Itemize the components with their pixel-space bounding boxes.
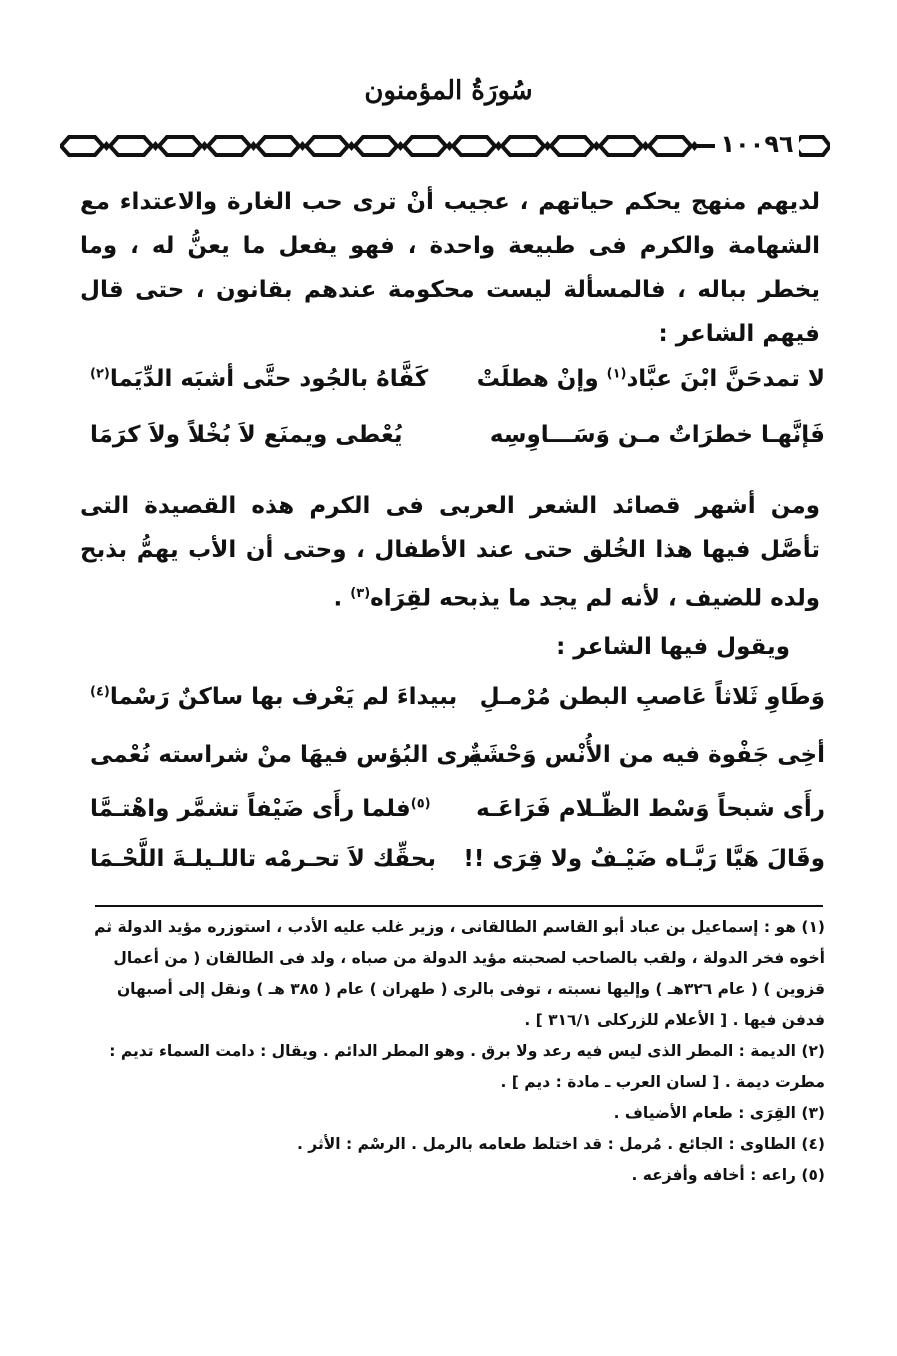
verse-second-hemistich: يُعْطى ويمنَع لاَ بُخْلاً ولاَ كرَمَا xyxy=(90,422,403,448)
footnote-mark: (١) xyxy=(606,366,627,382)
verse-first-hemistich: فَإنَّهـا خطرَاتٌ مـن وَسَـــاوِسِه xyxy=(489,422,825,448)
page-number: ١٠٠٩٦ xyxy=(715,130,799,158)
verse-first-hemistich: رأَى شبحاً وَسْط الظّـلام فَرَاعَـه xyxy=(476,796,825,822)
poem-lead: ويقول فيها الشاعر : xyxy=(556,633,790,660)
verse-line xyxy=(80,790,825,838)
ornament-link xyxy=(404,137,446,155)
footnotes xyxy=(85,912,825,1191)
verse-second-hemistich: كَفَّاهُ بالجُود حتَّى أشبَه الدِّيَما$^{(٢)}$ xyxy=(90,366,429,392)
intro-paragraph-block xyxy=(80,180,820,356)
verse-second-hemistich: بحقِّك لاَ تحـرمْه تاللـيلـةَ اللَّحْـمَا xyxy=(90,846,437,872)
ornament-link xyxy=(61,137,103,155)
middle-paragraph-block xyxy=(80,484,820,669)
ornament-link xyxy=(257,137,299,155)
ornament-link xyxy=(159,137,201,155)
verse-line xyxy=(80,416,825,464)
verse-first-hemistich: وَطَاوِ ثَلاثاً عَاصبِ البطن مُرْمـلِ xyxy=(479,684,825,710)
footnote-divider xyxy=(95,905,823,907)
ornament-link xyxy=(110,137,152,155)
middle-paragraph: ومن أشهر قصائد الشعر العربى فى الكرم هذه القصيدة التى تأصَّل فيها هذا الخُلق حتى عند الأطفال ، وحتى أن الأب يهمُّ بذبح ولده للضيف ، لأنه لم يجد ما يذبحه لقِرَاه$^{(٣)}$ . xyxy=(80,493,820,612)
intro-paragraph: لديهم منهج يحكم حياتهم ، عجيب أنْ ترى حب الغارة والاعتداء مع الشهامة والكرم فى طبيعة واحدة ، فهو يفعل ما يعنُّ له ، وما يخطر بباله ، فالمسألة ليست محكومة عندهم بقانون ، حتى قال فيهم الشاعر : xyxy=(80,189,820,347)
verse-first-hemistich: أخِى جَفْوة فيه من الأُنْس وَحْشَةٌ xyxy=(468,742,825,768)
verse-second-hemistich: ببيداءَ لم يَعْرف بها ساكنٌ رَسْما$^{(٤)}$ xyxy=(90,684,458,710)
verse-first-hemistich: لا تمدحَنَّ ابْنَ عبَّاد$^{(١)}$ وإنْ هطلَتْ xyxy=(476,366,825,392)
ornament-link xyxy=(306,137,348,155)
footnote: (٤) الطاوى : الجائع . مُرمل : قد اختلط طعامه بالرمل . الرسْم : الأثر . xyxy=(297,1135,825,1153)
verse-first-hemistich: وقَالَ هَيَّا رَبَّـاه ضَيْـفٌ ولا قِرَى !! xyxy=(463,846,825,872)
footnote-mark: (٥) xyxy=(410,796,431,812)
verse-line xyxy=(80,360,825,408)
ornament-dot xyxy=(691,141,699,151)
ornament-link xyxy=(600,137,642,155)
verse-second-hemistich: يرى البُؤس فيهَا منْ شراسته نُعْمى xyxy=(90,742,481,768)
verse-line xyxy=(80,736,825,784)
footnote: (٢) الديمة : المطر الذى ليس فيه رعد ولا برق . وهو المطر الدائم . ويقال : دامت السماء تديم : مطرت ديمة . [ لسان العرب ـ مادة : ديم ] . xyxy=(109,1042,825,1091)
ornament-link xyxy=(502,137,544,155)
ornament-link xyxy=(355,137,397,155)
footnote: (١) هو : إسماعيل بن عباد أبو القاسم الطالقانى ، وزير غلب عليه الأدب ، استوزره مؤيد الدولة ثم أخوه فخر الدولة ، ولقب بالصاحب لصحبته مؤيد الدولة من صباه ، ولد فى الطالقان ( من أعمال قزوين ) ( عام ٣٢٦هـ ) وإليها نسبته ، توفى بالرى ( طهران ) عام ( ٣٨٥ هـ ) ونقل إلى أصبهان فدفن فيها . [ الأعلام للزركلى ٣١٦/١ ] . xyxy=(94,918,825,1029)
ornament-link xyxy=(208,137,250,155)
footnote-mark: (٤) xyxy=(90,684,110,700)
footnote: (٣) القِرَى : طعام الأضياف . xyxy=(613,1104,825,1122)
verse-second-hemistich: $^{(٥)}$فلما رأَى ضَيْفاً تشمَّر واهْتـمَّا xyxy=(90,796,431,822)
verse-line xyxy=(80,840,825,888)
footnote-mark: (٢) xyxy=(90,366,110,382)
ornament-link xyxy=(794,137,830,155)
footnote: (٥) راعه : أخافه وأفزعه . xyxy=(631,1166,825,1184)
ornament-link xyxy=(551,137,593,155)
footnote-mark: (٣) xyxy=(350,586,371,601)
ornament-link xyxy=(649,137,691,155)
ornament-link xyxy=(453,137,495,155)
verse-line xyxy=(80,678,825,726)
surah-title: سُورَةُ المؤمنون xyxy=(364,76,533,106)
